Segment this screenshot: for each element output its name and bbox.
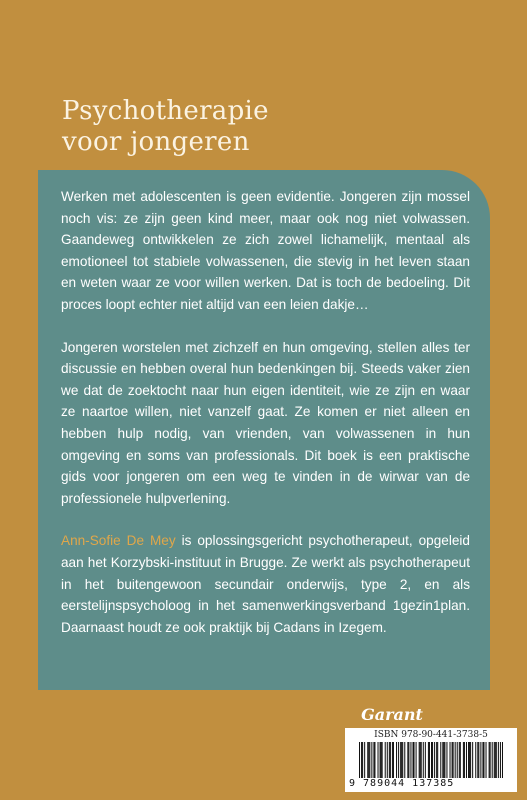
barcode-bar	[378, 742, 379, 778]
barcode-bar	[486, 742, 487, 778]
barcode-bar	[425, 742, 426, 778]
barcode-bar	[434, 742, 435, 778]
barcode-bar	[368, 742, 369, 778]
barcode-bar	[400, 742, 401, 778]
barcode-bar	[469, 742, 470, 778]
author-name: Ann-Sofie De Mey	[61, 533, 176, 549]
barcode-bar	[472, 742, 473, 778]
barcode-bar	[480, 742, 481, 778]
barcode-bar	[410, 742, 411, 778]
barcode-bars	[359, 742, 503, 778]
barcode-bar	[421, 742, 422, 778]
barcode-bar	[500, 742, 501, 778]
barcode-bar	[401, 742, 402, 778]
barcode-bar	[452, 742, 453, 778]
barcode-bar	[412, 742, 413, 778]
barcode-bar	[490, 742, 491, 778]
barcode-bar	[483, 742, 484, 778]
barcode-bar	[402, 742, 403, 778]
barcode-bar	[392, 742, 393, 778]
barcode-bar	[359, 742, 360, 778]
barcode-bar	[387, 742, 388, 778]
barcode-bar	[502, 742, 503, 778]
blurb-paragraph-1: Werken met adolescenten is geen evidentie. Jongeren zijn mossel noch vis: ze zijn geen kind meer, maar ook nog niet volwassen. Gaandeweg ontwikkelen ze zich zowel lichamelijk, mentaal als emotioneel tot stabiele volwassenen, die stevig in het leven staan en weten waar ze voor willen werken. Dat is toch de bedoeling. Dit proces loopt echter niet altijd van een leien dakje…	[61, 189, 470, 312]
barcode-bar	[498, 742, 499, 778]
blurb-paragraph-2: Jongeren worstelen met zichzelf en hun omgeving, stellen alles ter discussie en hebben overal hun bedenkingen bij. Steeds vaker zien we dat de zoektocht naar hun eigen identiteit, wie ze zijn en waar ze naartoe willen, niet vanzelf gaat. Ze komen er niet alleen en hebben hulp nodig, van vrienden, van volwassenen in hun omgeving en soms van professionals. Dit boek is een praktische gids voor jongeren om een weg te vinden in de wirwar van de professionele hulpverlening.	[61, 339, 470, 506]
barcode-bar	[459, 742, 460, 778]
barcode-bar	[450, 742, 451, 778]
barcode	[345, 728, 517, 792]
barcode-bar	[381, 742, 382, 778]
isbn-label: ISBN 978-90-441-3738-5	[374, 730, 488, 740]
barcode-bar	[423, 742, 424, 778]
barcode-bar	[489, 742, 490, 778]
ean-digits: 9 789044 137385	[349, 778, 455, 789]
barcode-bar	[364, 742, 365, 778]
barcode-bar	[369, 742, 370, 778]
barcode-bar	[475, 742, 476, 778]
barcode-bar	[492, 742, 493, 778]
author-bio: is oplossingsgericht psychotherapeut, opgeleid aan het Korzybski-instituut in Brugge. Ze werkt als psychotherapeut in het buitengewoon secundair onderwijs, type 2, en als eerstelijnspsycholoog in het samenwerkingsverband 1gezin1plan. Daarnaast houdt ze ook praktijk bij Cadans in Izegem.	[61, 533, 470, 635]
barcode-bar	[432, 742, 433, 778]
barcode-bar	[495, 742, 496, 778]
barcode-bar	[428, 742, 429, 778]
barcode-bar	[431, 742, 432, 778]
barcode-bar	[429, 742, 430, 778]
book-title-line-2: voor jongeren	[62, 127, 250, 157]
barcode-bar	[371, 742, 372, 778]
barcode-bar	[436, 742, 437, 778]
blurb-panel	[38, 170, 490, 690]
barcode-bar	[477, 742, 478, 778]
author-paragraph	[61, 530, 470, 638]
barcode-bar	[463, 742, 464, 778]
barcode-bar	[478, 742, 479, 778]
barcode-bar	[374, 742, 375, 778]
barcode-bar	[389, 742, 390, 778]
barcode-bar	[396, 742, 397, 778]
barcode-bar	[460, 742, 461, 778]
barcode-bar	[393, 742, 394, 778]
barcode-bar	[385, 742, 386, 778]
barcode-bar	[464, 742, 465, 778]
book-title	[62, 96, 269, 158]
barcode-bar	[380, 742, 381, 778]
barcode-bar	[398, 742, 399, 778]
barcode-bar	[404, 742, 405, 778]
barcode-bar	[414, 742, 415, 778]
barcode-bar	[408, 742, 409, 778]
barcode-bar	[416, 742, 417, 778]
barcode-bar	[361, 742, 362, 778]
barcode-bar	[453, 742, 454, 778]
barcode-bar	[362, 742, 363, 778]
barcode-bar	[470, 742, 471, 778]
barcode-bar	[419, 742, 420, 778]
barcode-bar	[468, 742, 469, 778]
barcode-bar	[367, 742, 368, 778]
barcode-bar	[382, 742, 383, 778]
barcode-bar	[437, 742, 438, 778]
barcode-bar	[466, 742, 467, 778]
barcode-bar	[440, 742, 441, 778]
barcode-bar	[496, 742, 497, 778]
barcode-bar	[457, 742, 458, 778]
barcode-bar	[494, 742, 495, 778]
barcode-bar	[482, 742, 483, 778]
barcode-bar	[373, 742, 374, 778]
barcode-bar	[446, 742, 447, 778]
barcode-bar	[390, 742, 391, 778]
barcode-bar	[455, 742, 456, 778]
publisher-logo: Garant	[361, 705, 423, 724]
barcode-bar	[443, 742, 444, 778]
barcode-bar	[420, 742, 421, 778]
barcode-bar	[444, 742, 445, 778]
barcode-bar	[442, 742, 443, 778]
book-title-line-1: Psychotherapie	[62, 96, 269, 126]
barcode-bar	[407, 742, 408, 778]
